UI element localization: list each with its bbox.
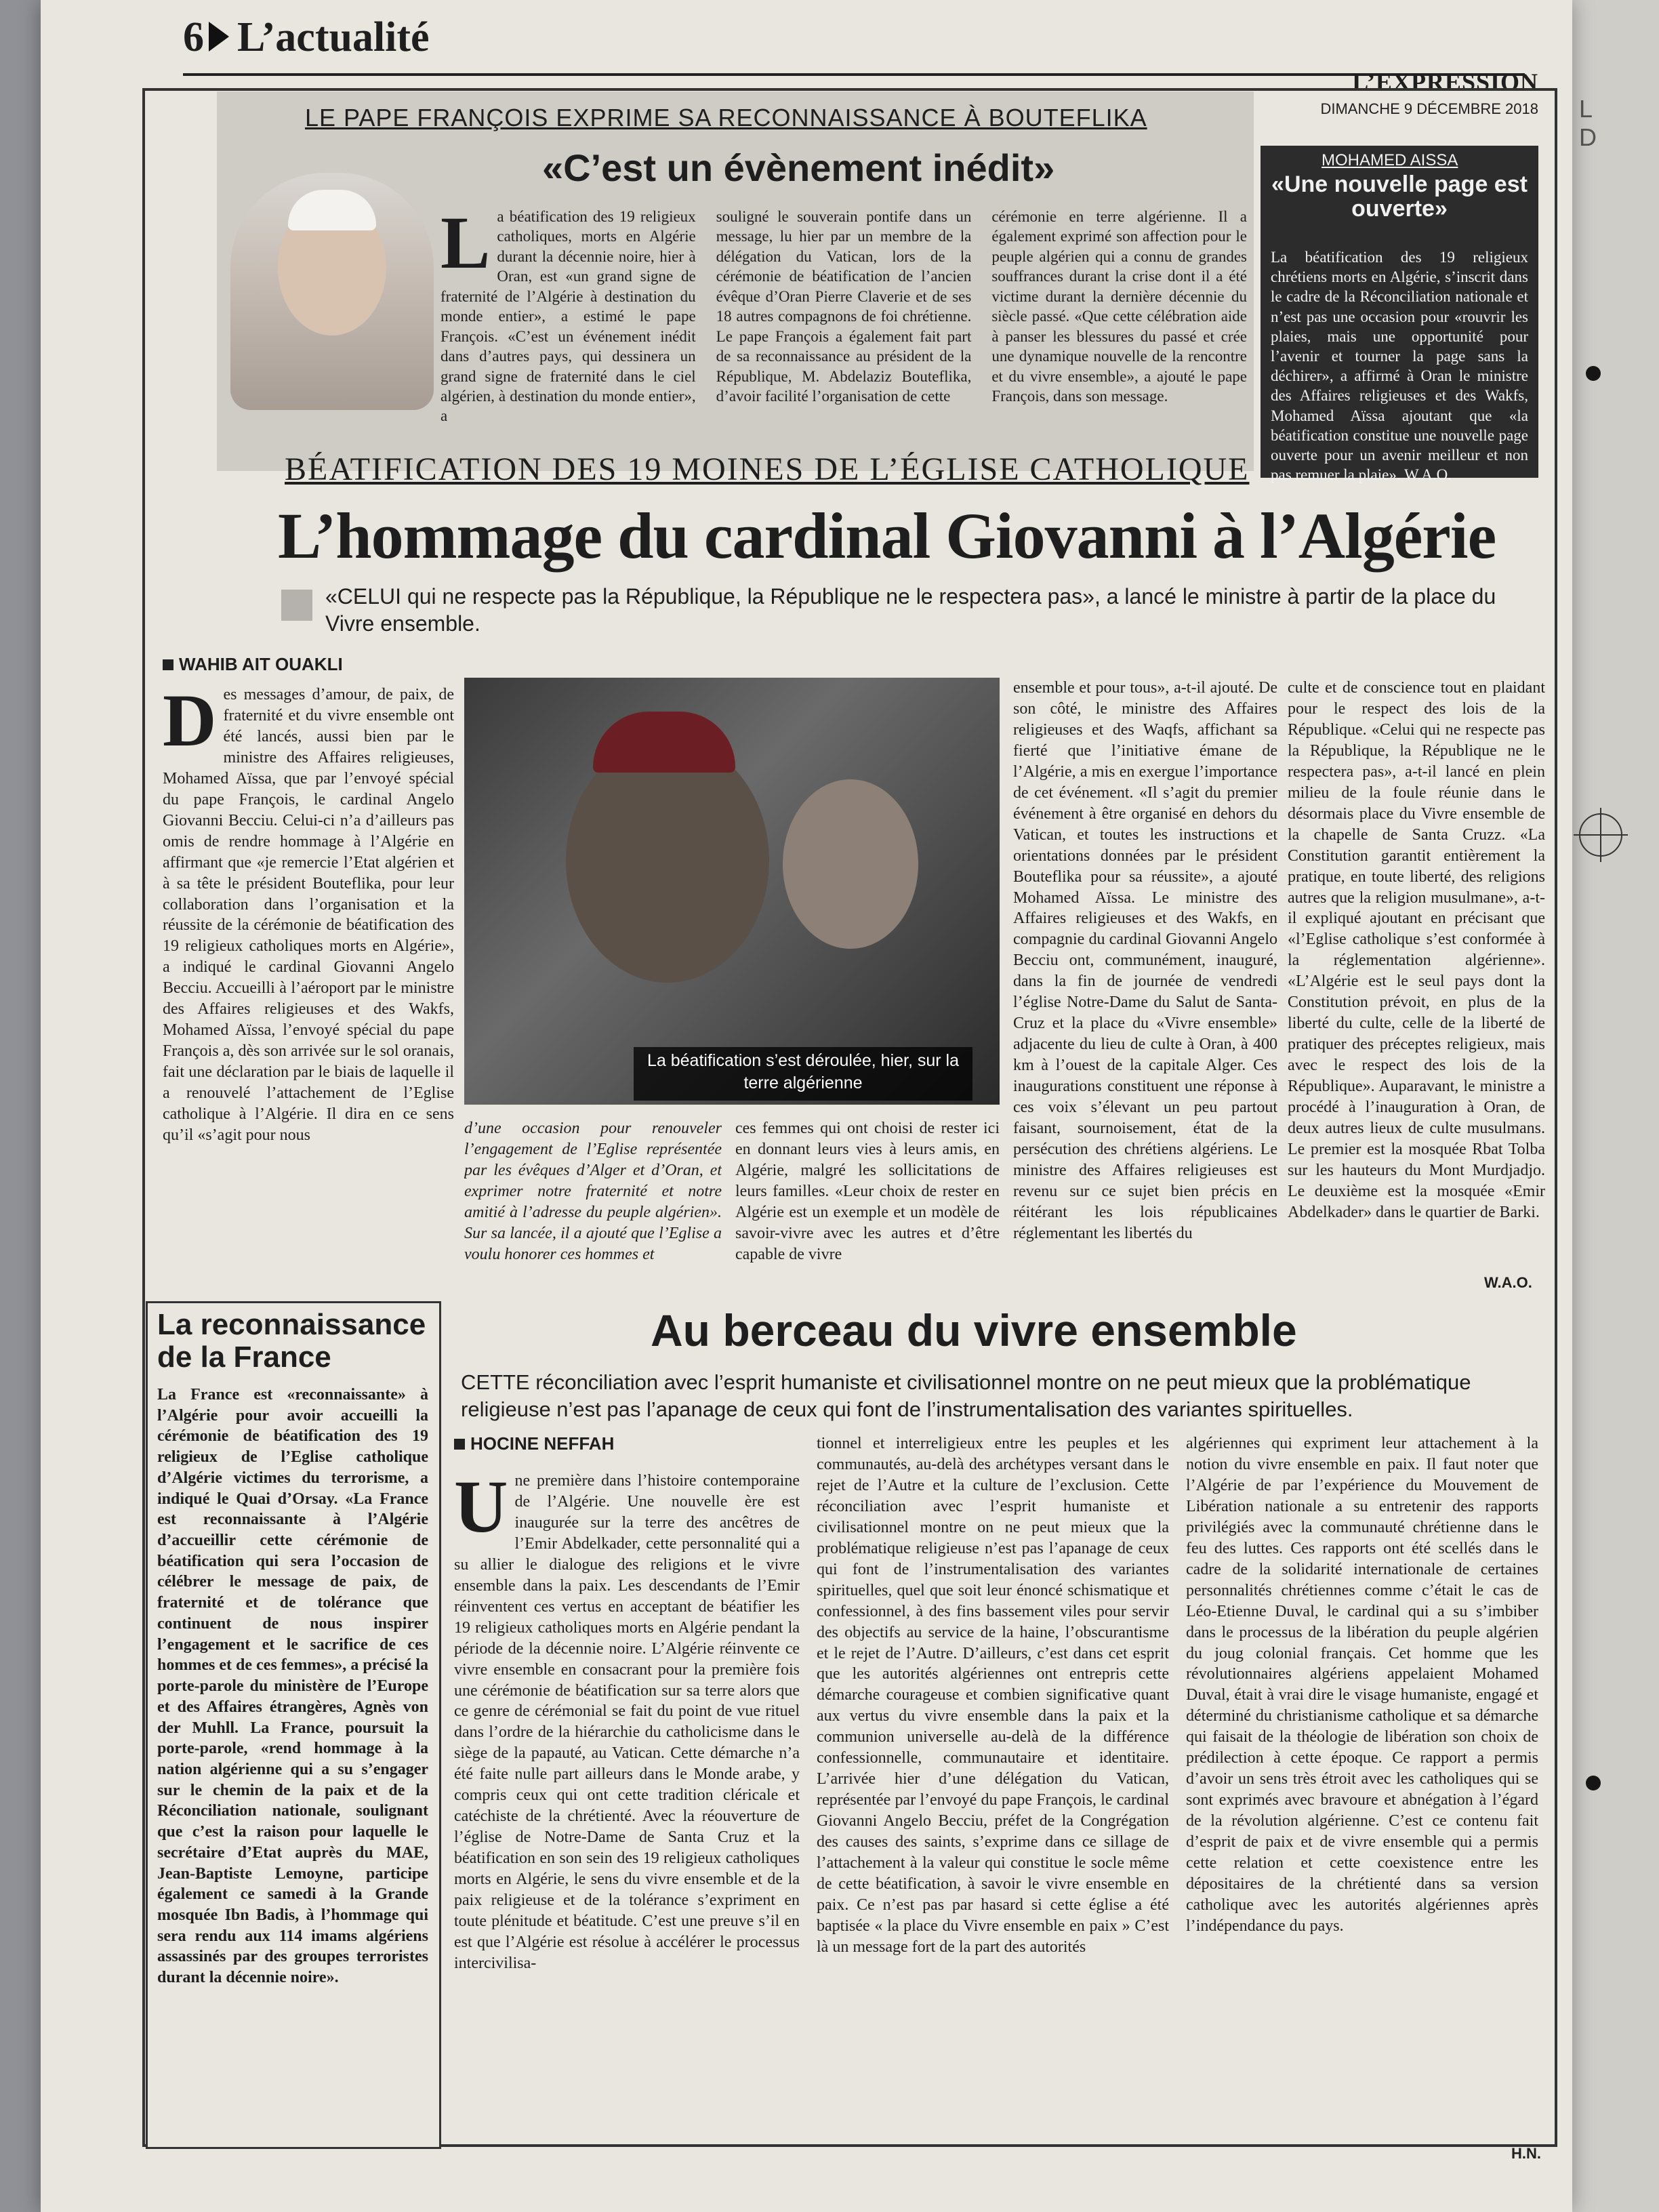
top-article xyxy=(217,91,1254,471)
france-box-text: La France est «reconnaissante» à l’Algérie pour avoir accueilli la cérémonie de béatification des 19 religieux de l’Eglise catholique d’Algérie victimes du terrorisme, a indiqué le Quai d’Orsay. «La France est reconnaissante à l’Algérie d’accueillir cette cérémonie de béatification qui sera l’occasion de célébrer le message de paix, de fraternité et de tolérance que continuent de nous inspirer l’engagement et le sacrifice de ces hommes et de ces femmes», a précisé la porte-parole du ministère de l’Europe et des Affaires étrangères, Agnès von der Muhll. La France, poursuit la porte-parole, «rend hommage à la nation algérienne qui a su s’engager sur le chemin de la paix et de la Réconciliation nationale, soulignant que c’est la raison pour laquelle le secrétaire d’Etat auprès du MAE, Jean-Baptiste Lemoyne, participe également ce samedi à la Grande mosquée Ibn Badis, à l’hommage qui sera rendu aux 114 imams algériens assassinés par des groupes terroristes durant la décennie noire». xyxy=(157,1386,428,1987)
portrait-cap xyxy=(288,190,376,230)
side-box-sign: W.A.O. xyxy=(1404,466,1452,484)
main-col-2: d’une occasion pour renouveler l’engagement de l’Eglise représentée par les évêques d’Alger et d’Oran, et exprimer notre fraternité et notre amitié à l’adresse du peuple algérien». Sur sa lancée, il a ajouté que l’Eglise a voulu honorer ces hommes et xyxy=(464,1120,722,1263)
author-square xyxy=(454,1439,465,1450)
side-box-title: «Une nouvelle page est ouverte» xyxy=(1271,171,1528,222)
second-col-1 xyxy=(454,1471,800,2148)
photo-caption: La béatification s’est déroulée, hier, sur la terre algérienne xyxy=(634,1047,972,1101)
compass-mark-icon xyxy=(1579,813,1622,857)
chapo-square xyxy=(281,590,312,621)
top-article-title: «C’est un évènement inédit» xyxy=(542,146,1055,189)
dropcap: D xyxy=(163,684,217,762)
header-rule xyxy=(183,73,1525,76)
second-author-name: HOCINE NEFFAH xyxy=(470,1433,615,1454)
second-article-title: Au berceau du vivre ensemble xyxy=(651,1305,1297,1355)
second-article-author xyxy=(454,1433,614,1454)
pope-portrait xyxy=(230,173,434,410)
binder-hole xyxy=(1586,366,1601,381)
top-article-col-2: souligné le souverain pontife dans un message, lu hier par un membre de la délégation du Vatican, lors de la cérémonie de béatification de l’ancien évêque d’Oran Pierre Claverie et de ses 18 autres compagnons de foi chrétienne. Le pape François a également fait part de sa reconnaissance au président de la République, M. Abdelaziz Bouteflika, d’avoir facilité l’organisation de cette xyxy=(716,208,972,405)
second-text-1: ne première dans l’histoire contemporaine de l’Algérie. Une nouvelle ère est inaugurée sur la terre des ancêtres de l’Emir Abdelkader, cette personnalité qui a su allier le dialogue des religions et le vivre ensemble dans la paix. Les descendants de l’Emir réinventent ces vertus en acceptant de béatifier les 19 religieux catholiques morts en Algérie pendant la période de la décennie noire. L’Algérie réinvente ce vivre ensemble en consacrant pour la première fois une cérémonie de béatification sur sa terre alors que ce genre de cérémonial se fait du point de vue rituel dans l’ordre de la hiérarchie du catholicisme dans le siège de la papauté, au Vatican. Cette démarche n’a été faite nulle part ailleurs dans le Monde arabe, y compris ceux qui ont cette tradition cléricale et catéchiste de la chrétienté. Avec la réouverture de l’église de Notre-Dame de Santa Cruz et la béatification en son sein des 19 religieux catholiques morts en Algérie, le sens du vivre ensemble et de la paix religieuse et de la tolérance s’expriment en toute plénitude et béatitude. C’est une preuve s’il en est que l’Algérie est résolue à accélérer le processus intercivilisa- xyxy=(454,1472,800,1972)
second-article-sign: H.N. xyxy=(1511,2145,1541,2162)
side-box-top xyxy=(1261,146,1538,484)
newspaper-brand: L’EXPRESSION xyxy=(1352,68,1538,96)
top-article-body xyxy=(441,201,1248,464)
photo-figure-priest xyxy=(783,779,918,949)
main-col-4: ensemble et pour tous», a-t-il ajouté. De son côté, le ministre des Affaires religieuses et des Waqfs, affichant sa fierté que l’initiative émane de l’Algérie, a mis en exergue l’importance de cet événement. «Il s’agit du premier événement à être organisé en dehors du Vatican, et toutes les instructions et orientations données par le président Bouteflika pour sa réussite», a ajouté Mohamed Aïssa. Le ministre des Affaires religieuses et des Wakfs, en compagnie du cardinal Giovanni Angelo Becciu ont, communément, inauguré, dans la fin de journée de vendredi l’église Notre-Dame du Salut de Santa-Cruz et la place du «Vivre ensemble» adjacente du lieu de culte à Oran, à 400 km à l’ouest de la capitale Alger. Ces inaugurations constituent une réponse à ces voix s’élevant un peu partout faisant, sournoisement, état de la persécution des chrétiens algériens. Le ministre des Affaires religieuses est revenu sur ce sujet bien précis en réitérant les lois républicaines réglementant les libertés du xyxy=(1013,679,1277,1242)
main-col-3: ces femmes qui ont choisi de rester ici en donnant leurs vies à leurs amis, en Algérie, malgré les sollicitations de leurs familles. «Leur choix de rester en Algérie est un exemple et un modèle de savoir-vivre avec les autres et d’être capable de vivre xyxy=(735,1120,1000,1263)
france-box xyxy=(146,1301,441,2149)
france-box-title: La reconnaissance de la France xyxy=(157,1308,426,1374)
main-article-author xyxy=(163,654,343,675)
photo-figure-cardinal xyxy=(566,739,769,983)
binder-hole xyxy=(1586,1776,1601,1790)
second-col-3: algériennes qui expriment leur attachement à la notion du vivre ensemble en paix. Il faut noter que l’Algérie de par l’expérience du Mouvement de Libération nationale a su entretenir des rapports privilégiés avec la communauté chrétienne dans le feu des luttes. Ces rapports ont été scellés dans le cadre de la solidarité internationale de certaines personnalités chrétiennes comme c’était le cas de Léo-Etienne Duval, le cardinal qui a su s’imbiber dans le processus de la libération du peuple algérien du joug colonial français. Cet homme que les révolutionnaires algériens appelaient Mohamed Duval, était à vrai dire le visage humaniste, engagé et déterminé du christianisme catholique et sa démarche qui faisait de la théologie de libération son choix de prédilection à cette époque. Ce rapport a permis d’avoir un sens très étroit avec les catholiques qui se sont exprimés avec bravoure et abnégation à l’égard de la révolution algérienne. C’est ce contenu fait d’esprit de paix et de vivre ensemble qui a permis cette relation et cette coexistence entre les dépositaires de la chrétienté dans sa version catholique avec les autorités algériennes après l’indépendance du pays. xyxy=(1186,1435,1538,1935)
top-article-col-1 xyxy=(441,201,696,464)
side-box-text xyxy=(1271,247,1528,485)
cardinal-photo xyxy=(464,678,1000,1105)
author-square xyxy=(163,659,173,670)
newspaper-page xyxy=(41,0,1572,2212)
main-article-title: L’hommage du cardinal Giovanni à l’Algérie xyxy=(278,499,1496,572)
main-article-chapo: «CELUI qui ne respecte pas la République, la République ne le respectera pas», a lancé le ministre à partir de la place du Vivre ensemble. xyxy=(325,584,1496,636)
photo-skullcap xyxy=(593,712,735,773)
triangle-icon xyxy=(209,22,229,52)
second-col-2: tionnel et interreligieux entre les peuples et les communautés, au-delà des archétypes versant dans le rejet de l’Autre et la culture de l’exclusion. Cette réconciliation avec l’esprit humaniste et civilisationnel montre on ne peut mieux que la problématique religieuse n’est pas l’apanage de ceux qui font de l’instrumentalisation des variantes spirituelles, quel que soit leur énoncé schismatique et confessionnel, à des fins bassement viles pour servir des objectifs au service de la haine, l’obscurantisme et le rejet de l’Autre. D’ailleurs, c’est dans cet esprit que les autorités algériennes ont entrepris cette démarche courageuse et combien significative quant aux vertus du vivre ensemble dans la paix et la communion universelle au-delà de la différence confessionnelle, communautaire et identitaire. L’arrivée hier d’une délégation du Vatican, représentée par l’envoyé du pape François, le cardinal Giovanni Angelo Becciu, préfet de la Congrégation des causes des saints, s’exprime dans ce sillage de l’attachement à la valeur qui constitue le socle même de cette béatification, à savoir le vivre ensemble en paix. Ce n’est pas par hasard si cette église a été baptisée « la place du Vivre ensemble en paix » C’est là un message fort de la part des autorités xyxy=(817,1435,1169,1956)
dropcap: L xyxy=(441,201,491,284)
main-article-sign: W.A.O. xyxy=(1484,1274,1532,1291)
page-number: 6 xyxy=(183,14,204,60)
main-article-kicker: BÉATIFICATION DES 19 MOINES DE L’ÉGLISE CATHOLIQUE xyxy=(285,451,1250,487)
side-box-body: La béatification des 19 religieux chrétiens morts en Algérie, s’inscrit dans le cadre de la Réconciliation nationale et n’est pas une occasion pour «rouvrir les plaies, mais une opportunité pour l’avenir et tourner la page sans la déchirer», a affirmé à Oran le ministre des Affaires religieuses et des Wakfs, Mohamed Aïssa ajoutant que «la béatification constitue une nouvelle page ouverte pour un avenir meilleur et non pas remuer la plaie». xyxy=(1271,249,1528,484)
main-text-1: es messages d’amour, de paix, de fraternité et du vivre ensemble ont été lancés, aussi bien par le ministre des Affaires religieuses, Mohamed Aïssa, que par l’envoyé spécial du pape François, le cardinal Angelo Giovanni Becciu. Celui-ci n’a d’ailleurs pas omis de rendre hommage à l’Algérie en affirmant que «je remercie l’Etat algérien et à sa tête le président Bouteflika, pour leur collaboration dans l’organisation et la réussite de la cérémonie de béatification des 19 religieux catholiques morts en Algérie», a indiqué le cardinal Giovanni Angelo Becciu. Accueilli à l’aéroport par le ministre des Affaires religieuses et des Wakfs, Mohamed Aïssa, l’envoyé spécial du pape François a, dès son arrivée sur le sol oranais, fait une déclaration par le biais de laquelle il a renouvelé l’attachement de l’Eglise catholique à l’Algérie. Il dira en ce sens qu’il «s’agit pour nous xyxy=(163,686,454,1145)
adjacent-page xyxy=(1572,0,1659,2212)
main-col-1 xyxy=(163,684,454,1274)
issue-date: DIMANCHE 9 DÉCEMBRE 2018 xyxy=(1320,100,1538,117)
side-box-byline: MOHAMED AISSA xyxy=(1322,151,1458,169)
main-col-5: culte et de conscience tout en plaidant pour le respect des lois de la République. «Celui qui ne respecte pas la République, la République ne le respectera pas», a-t-il lancé en plein milieu de la foule réunie dans le désormais place du Vivre ensemble de la chapelle de Santa Cruzz. «La Constitution garantit entièrement la pratique, en toute liberté, des religions autres que la religion musulmane», a-t-il expliqué ajoutant en précisant que «l’Eglise catholique s’est conformée à la réglementation algérienne». «L’Algérie est le seul pays dont la Constitution prévoit, en plus de la liberté du culte, celle de la liberté de pratiquer des préceptes religieux, mais avec le respect des lois de la République». Auparavant, le ministre a procédé à l’inauguration à Oran, de deux autres lieux de culte musulmans. Le premier est la mosquée Rbat Tolba sur les hauteurs du Mont Murdjadjo. Le deuxième est la mosquée «Emir Abdelkader» dans le quartier de Barki. xyxy=(1288,679,1545,1221)
adjacent-page-edge: L D xyxy=(1579,95,1597,151)
top-article-text-1: a béatification des 19 religieux catholiques, morts en Algérie durant la décennie noire, hier à Oran, est «un grand signe de fraternité de l’Algérie à destination du monde entier», a estimé le pape François. «C’est un événement inédit dans d’autres pays, qui dessinera un grand signe de fraternité dans le ciel algérien, à destination du monde entier», a xyxy=(441,208,696,425)
section-title: L’actualité xyxy=(237,14,430,60)
page-header xyxy=(183,14,1538,117)
top-article-col-3: cérémonie en terre algérienne. Il a également exprimé son affection pour le peuple algérien qui a connu de grandes souffrances durant la crise dont il a été victime durant la dernière décennie du siècle passé. «Que cette célébration aide à panser les blessures du passé et crée une dynamique nouvelle de la rencontre et du vivre ensemble», a ajouté le pape François, dans son message. xyxy=(991,208,1248,405)
main-author-name: WAHIB AIT OUAKLI xyxy=(179,654,343,674)
top-article-kicker: LE PAPE FRANÇOIS EXPRIME SA RECONNAISSANCE À BOUTEFLIKA xyxy=(305,104,1147,131)
second-article-chapo: CETTE réconciliation avec l’esprit humaniste et civilisationnel montre on ne peut mieux que la problématique religieuse n’est pas l’apanage de ceux qui font de l’instrumentalisation des variantes spirituelles. xyxy=(461,1370,1471,1421)
dropcap: U xyxy=(454,1471,508,1548)
